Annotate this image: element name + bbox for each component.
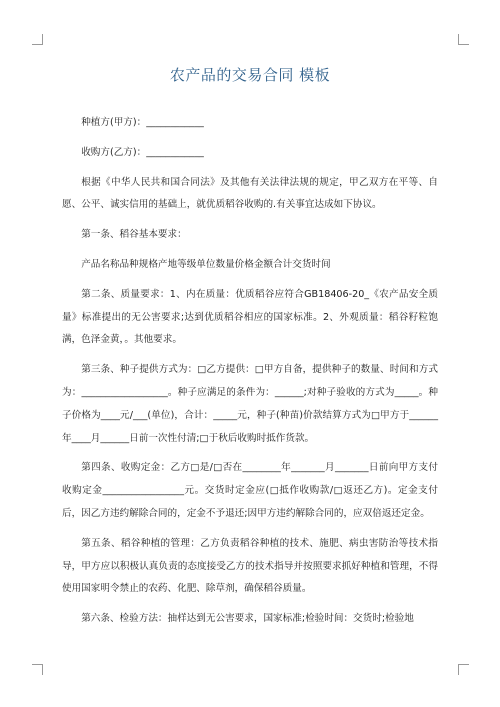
article-3-seed-supply: 第三条、种子提供方式为：□乙方提供：□甲方自备，提供种子的数量、时间和方式为：__________________。种子应满足的条件为：______;对种子验收的方式为_____。种子价格为____元/___(单位)，合计：_____元，种子(种苗)价款结算方式为□甲方于______年____月______日前一次性付清;□于秋后收购时抵作货款。 [62, 364, 438, 444]
document-title: 农产品的交易合同 模板 [169, 66, 331, 84]
page-corner-mark-top-left [32, 34, 43, 45]
document-body [62, 112, 438, 631]
article-5-cultivation: 第五条、稻谷种植的管理：乙方负责稻谷种植的技术、施肥、病虫害防治等技术指导，甲方应以积极认真负责的态度接受乙方的技术指导并按照要求抓好种植和管理，不得使用国家明令禁止的农药、化肥、除草剂，确保稻谷质量。 [62, 537, 438, 595]
article-6-inspection: 第六条、检验方法：抽样达到无公害要求，国家标准;检验时间：交货时;检验地 [81, 613, 414, 625]
planter-party-line: 种植方(甲方)：____________ [81, 117, 204, 128]
page-corner-mark-bottom-right [458, 664, 469, 675]
product-columns-line: 产品名称品种规格产地等级单位数量价格金额合计交货时间 [81, 258, 331, 270]
page-corner-mark-bottom-left [32, 664, 43, 675]
page-corner-mark-top-right [458, 34, 469, 45]
buyer-party-line: 收购方(乙方)：____________ [81, 146, 204, 158]
preamble-paragraph: 根据《中华人民共和国合同法》及其他有关法律法规的规定，甲乙双方在平等、自愿、公平、诚实信用的基础上，就优质稻谷收购的.有关事宜达成如下协议。 [62, 176, 438, 211]
article-1-heading: 第一条、稻谷基本要求： [81, 229, 187, 241]
article-2-quality: 第二条、质量要求：1、内在质量：优质稻谷应符合GB18406-20_《农产品安全质量》标准提出的无公害要求;达到优质稻谷相应的国家标准。2、外观质量：稻谷籽粒饱满，色泽金黄，。其他要求。 [62, 288, 438, 346]
article-4-deposit: 第四条、收购定金：乙方□是/□否在________年_______月_______日前向甲方支付收购定金_________________元。交货时定金应(□抵作收购款/□返还乙方)。定金支付后，因乙方违约解除合同的，定金不予退还;因甲方违约解除合同的，应双倍返还定金。 [62, 462, 438, 519]
